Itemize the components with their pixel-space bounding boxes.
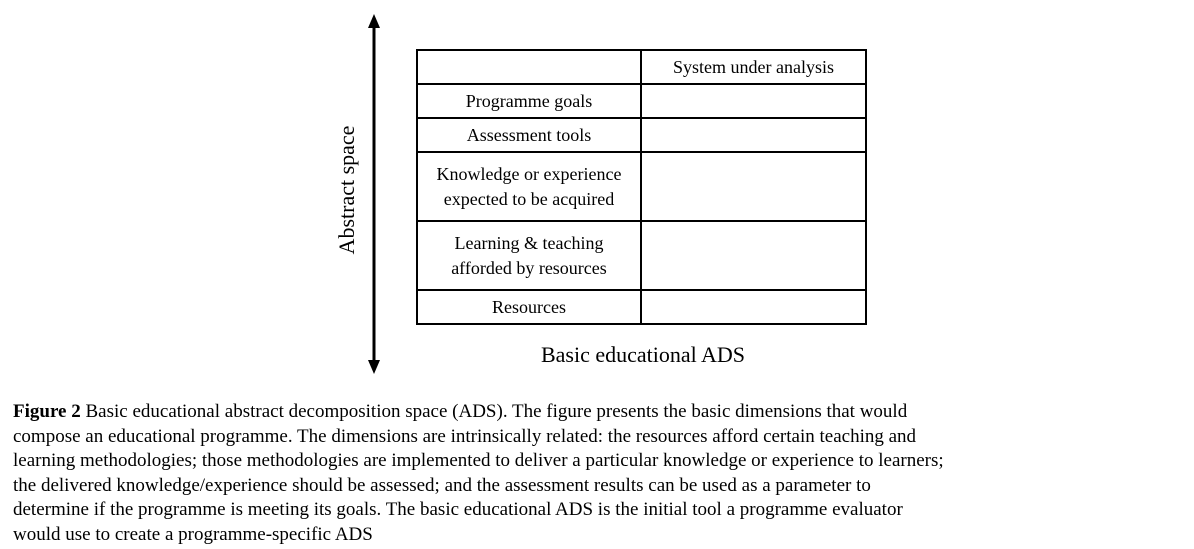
ads-table: [416, 49, 867, 325]
dimension-label-line-1: Knowledge or experience: [436, 163, 622, 184]
table-row: [417, 118, 866, 152]
caption-line-2: compose an educational programme. The dimensions are intrinsically related: the resources afford certain teaching and: [13, 425, 917, 447]
dimension-label: Resources: [492, 296, 566, 317]
diagram-title: Basic educational ADS: [540, 342, 746, 367]
dimension-learning-and-teaching: [417, 221, 641, 290]
caption-line-5: determine if the programme is meeting its goals. The basic educational ADS is the initial tool a programme evaluator: [13, 499, 903, 521]
table-row: [417, 152, 866, 221]
dimension-label-line-1: Learning & teaching: [454, 232, 604, 253]
figure-caption: [13, 400, 1191, 548]
system-cell: [641, 84, 866, 118]
abstract-space-axis-label: Abstract space: [334, 125, 359, 255]
dimension-label: Programme goals: [465, 90, 593, 111]
caption-line-3: learning methodologies; those methodologies are implemented to deliver a particular knowledge or experience to learners;: [13, 450, 944, 472]
table-row: [417, 221, 866, 290]
dimension-label-line-2: afforded by resources: [451, 257, 607, 278]
table-row: [417, 84, 866, 118]
caption-text-1: Basic educational abstract decomposition space (ADS). The figure presents the basic dimensions that would: [80, 401, 908, 422]
dimension-resources: [417, 290, 641, 324]
dimension-label-line-2: expected to be acquired: [443, 188, 615, 209]
dimension-knowledge-or-experience: [417, 152, 641, 221]
abstract-space-double-arrow-icon: [361, 14, 387, 374]
caption-line-6: would use to create a programme-specific ADS: [13, 523, 373, 545]
system-cell: [641, 118, 866, 152]
dimension-label: Assessment tools: [466, 124, 592, 145]
header-system-under-analysis: System under analysis: [641, 50, 866, 84]
system-cell: [641, 290, 866, 324]
dimension-programme-goals: [417, 84, 641, 118]
system-cell: [641, 152, 866, 221]
figure-label: Figure 2: [13, 401, 81, 422]
dimension-assessment-tools: [417, 118, 641, 152]
caption-line-4: the delivered knowledge/experience should be assessed; and the assessment results can be used as a parameter to: [13, 474, 871, 496]
table-row: [417, 290, 866, 324]
system-cell: [641, 221, 866, 290]
table-header-row: [417, 50, 866, 84]
header-corner-cell: [417, 50, 641, 84]
caption-line-1: [13, 400, 1191, 425]
